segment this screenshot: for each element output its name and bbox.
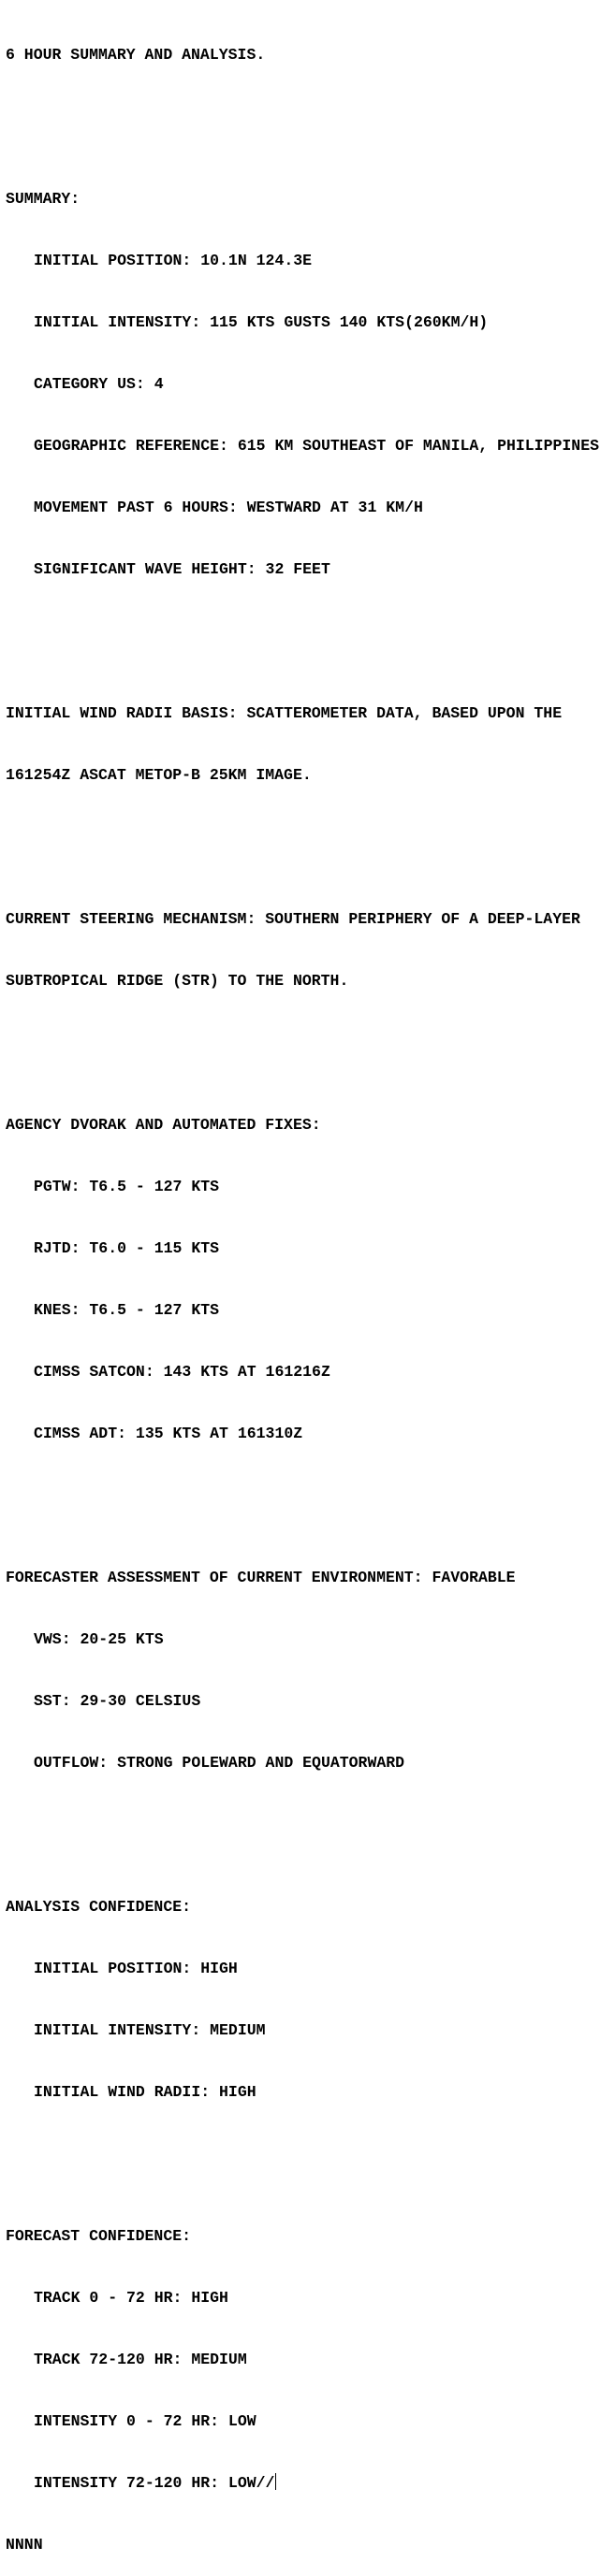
blank-line	[6, 827, 599, 847]
environment-vws: VWS: 20-25 KTS	[34, 1630, 164, 1648]
analysis-confidence-heading: ANALYSIS CONFIDENCE:	[6, 1898, 192, 1916]
summary-movement: MOVEMENT PAST 6 HOURS: WESTWARD AT 31 KM/H	[34, 499, 423, 516]
blank-line	[6, 1485, 599, 1506]
steering-line-1: CURRENT STEERING MECHANISM: SOUTHERN PERIPHERY OF A DEEP-LAYER	[6, 910, 580, 928]
text-cursor	[275, 2473, 276, 2490]
blank-line	[6, 1815, 599, 1835]
blank-line	[6, 1033, 599, 1053]
page-title: 6 HOUR SUMMARY AND ANALYSIS.	[6, 46, 266, 64]
forecast-confidence-intensity-72-120-text: INTENSITY 72-120 HR: LOW//	[34, 2474, 275, 2492]
fix-pgtw: PGTW: T6.5 - 127 KTS	[34, 1178, 220, 1195]
summary-initial-intensity: INITIAL INTENSITY: 115 KTS GUSTS 140 KTS(260KM/H)	[34, 313, 489, 331]
environment-outflow: OUTFLOW: STRONG POLEWARD AND EQUATORWARD	[34, 1754, 405, 1772]
blank-line	[6, 107, 599, 127]
forecast-confidence-intensity-72-120	[6, 2473, 599, 2494]
end-marker: NNNN	[6, 2536, 43, 2554]
summary-geographic-reference: GEOGRAPHIC REFERENCE: 615 KM SOUTHEAST OF MANILA, PHILIPPINES	[34, 437, 599, 455]
environment-heading: FORECASTER ASSESSMENT OF CURRENT ENVIRONMENT: FAVORABLE	[6, 1569, 516, 1586]
forecast-confidence-track-72-120: TRACK 72-120 HR: MEDIUM	[34, 2351, 247, 2368]
analysis-confidence-intensity: INITIAL INTENSITY: MEDIUM	[34, 2021, 266, 2039]
fix-knes: KNES: T6.5 - 127 KTS	[34, 1301, 220, 1319]
wind-radii-line-1: INITIAL WIND RADII BASIS: SCATTEROMETER DATA, BASED UPON THE	[6, 704, 563, 722]
summary-wave-height: SIGNIFICANT WAVE HEIGHT: 32 FEET	[34, 560, 330, 578]
summary-category: CATEGORY US: 4	[34, 375, 164, 393]
fix-rjtd: RJTD: T6.0 - 115 KTS	[34, 1239, 220, 1257]
steering-line-2: SUBTROPICAL RIDGE (STR) TO THE NORTH.	[6, 972, 349, 990]
bulletin-text[interactable]	[6, 4, 599, 2576]
environment-sst: SST: 29-30 CELSIUS	[34, 1692, 201, 1710]
analysis-confidence-position: INITIAL POSITION: HIGH	[34, 1960, 238, 1977]
analysis-confidence-wind-radii: INITIAL WIND RADII: HIGH	[34, 2083, 256, 2101]
forecast-confidence-intensity-0-72: INTENSITY 0 - 72 HR: LOW	[34, 2412, 256, 2430]
forecast-confidence-track-0-72: TRACK 0 - 72 HR: HIGH	[34, 2289, 228, 2307]
fixes-heading: AGENCY DVORAK AND AUTOMATED FIXES:	[6, 1116, 321, 1134]
blank-line	[6, 621, 599, 642]
summary-heading: SUMMARY:	[6, 190, 81, 208]
wind-radii-line-2: 161254Z ASCAT METOP-B 25KM IMAGE.	[6, 766, 312, 784]
fix-cimss-satcon: CIMSS SATCON: 143 KTS AT 161216Z	[34, 1363, 330, 1381]
forecast-confidence-heading: FORECAST CONFIDENCE:	[6, 2227, 192, 2245]
fix-cimss-adt: CIMSS ADT: 135 KTS AT 161310Z	[34, 1425, 303, 1442]
blank-line	[6, 2144, 599, 2164]
summary-initial-position: INITIAL POSITION: 10.1N 124.3E	[34, 252, 313, 269]
